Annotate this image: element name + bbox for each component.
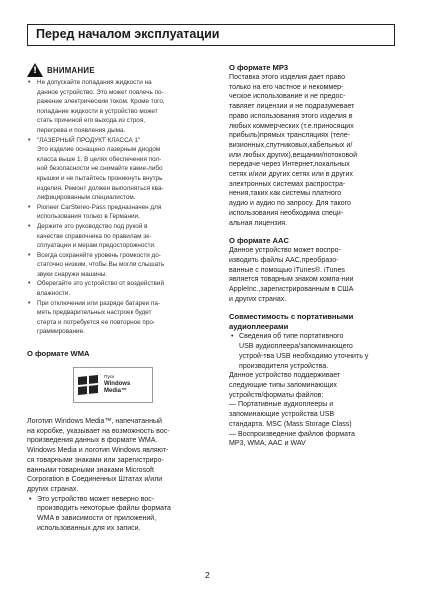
logo-small-text: Пуск [104, 375, 115, 381]
aac-heading: О формате AAC [229, 236, 289, 246]
logo-line1: Windows [104, 381, 131, 388]
left-column [27, 63, 203, 533]
windows-flag-icon [78, 375, 98, 395]
compat-text: Данное устройство поддерживает следующие типы запоминающих устройств/форматы файлов: — Портативные аудиоплееры и запоминающие устройства USB стандарта. MSC (Mass Storage Class) — Воспроизведение файлов формата MP3, WMA, AAC и WAV [229, 372, 355, 448]
laser-note: Это изделие оснащено лазерным диодом класса выше 1. В целях обеспечения пол- ной безопасности не снимайте какие-либо крышки и не пытайтесь проникнуть внутрь изделия. Ремонт должен выполняться ква- лифицированным специалистом. [37, 146, 164, 202]
page-number: 2 [205, 570, 210, 580]
section-header [27, 24, 395, 46]
warning-list [27, 78, 203, 337]
mp3-heading: О формате MP3 [229, 63, 289, 72]
windows-media-logo [73, 367, 153, 403]
logo-text [104, 375, 130, 395]
warning-item: • Оберегайте это устройство от воздействий влажности. [27, 279, 203, 298]
wma-bullet: • Это устройство может неверно вос- производить некоторые файлы формата WMA в зависимости от приложений, использованных для их записи. [27, 495, 203, 534]
warning-item: • Не допускайте попадания жидкости на данное устройство. Это может повлечь по- ражение электрическим током. Кроме того, попадание жидкости в устройство может стать причиной его выхода из строя, перегрева и появления дыма. [27, 78, 203, 136]
page-title: Перед началом эксплуатации [36, 27, 220, 41]
warning-label: ВНИМАНИЕ [47, 65, 95, 75]
aac-text: Данное устройство может воспро- изводить файлы AAC,преобразо- ванные с помощью iTunes®. iTunes является товарным знаком компа-нии AppleInc.,зарегистрированным в США и других странах. [229, 247, 354, 303]
warning-item: • "ЛАЗЕРНЫЙ ПРОДУКТ КЛАССА 1" [27, 136, 203, 146]
warning-item: • Всегда сохраняйте уровень громкости до- статочно низким, чтобы Вы могли слышать звуки снаружи машины. [27, 251, 203, 280]
warning-item: • При отключении или разряде батареи па- мять предварительных настроек будет стерта и потребуется ее повторное про- граммирование. [27, 299, 203, 337]
mp3-text: Поставка этого изделия дает право только на его частное и некоммер- ческое использование и не предос- тавляет лицензии и не подразумевает право использования этого изделия в любых коммерческих (т.е.приносящих прибыль)прямых трансляциях (теле- визионных,спутниковых,кабельных и/ или любых других),вещании/потоковой передаче через Интернет,локальных сетях и/или других сетях или в других электронных системах распростра- нения,таких как системы платного аудио и аудио по запросу. Для такого использования необходима специ- альная лицензия. [229, 74, 358, 227]
warning-item: • Держите это руководство под рукой в качестве справочника по правилам эк- сплуатации и мерам предосторожности. [27, 222, 203, 251]
right-column [229, 63, 399, 449]
wma-heading: О формате WMA [27, 349, 90, 359]
warning-item: • Pioneer CarStereo-Pass предназначен для использования только в Германии. [27, 203, 203, 222]
compat-heading: Совместимость с портативными аудиоплеерами [229, 312, 354, 332]
warning-heading [27, 63, 203, 77]
wma-text: Логотип Windows Media™, напечатанный на коробке, указывает на возможность вос- произведения данных в формате WMA. Windows Media и логотип Windows являют- ся товарными знаками или зарегистриро- ванными товарными знаками Microsoft Corporation в Соединенных Штатах и/или других странах. [27, 418, 170, 493]
logo-line2: Media™ [104, 388, 128, 395]
compat-bullet: • Сведения об типе портативного USB аудиоплеера/запоминающего устрой-тва USB необходимо уточнить у производителя устройства. [229, 332, 399, 371]
warning-icon: ! [27, 63, 43, 77]
